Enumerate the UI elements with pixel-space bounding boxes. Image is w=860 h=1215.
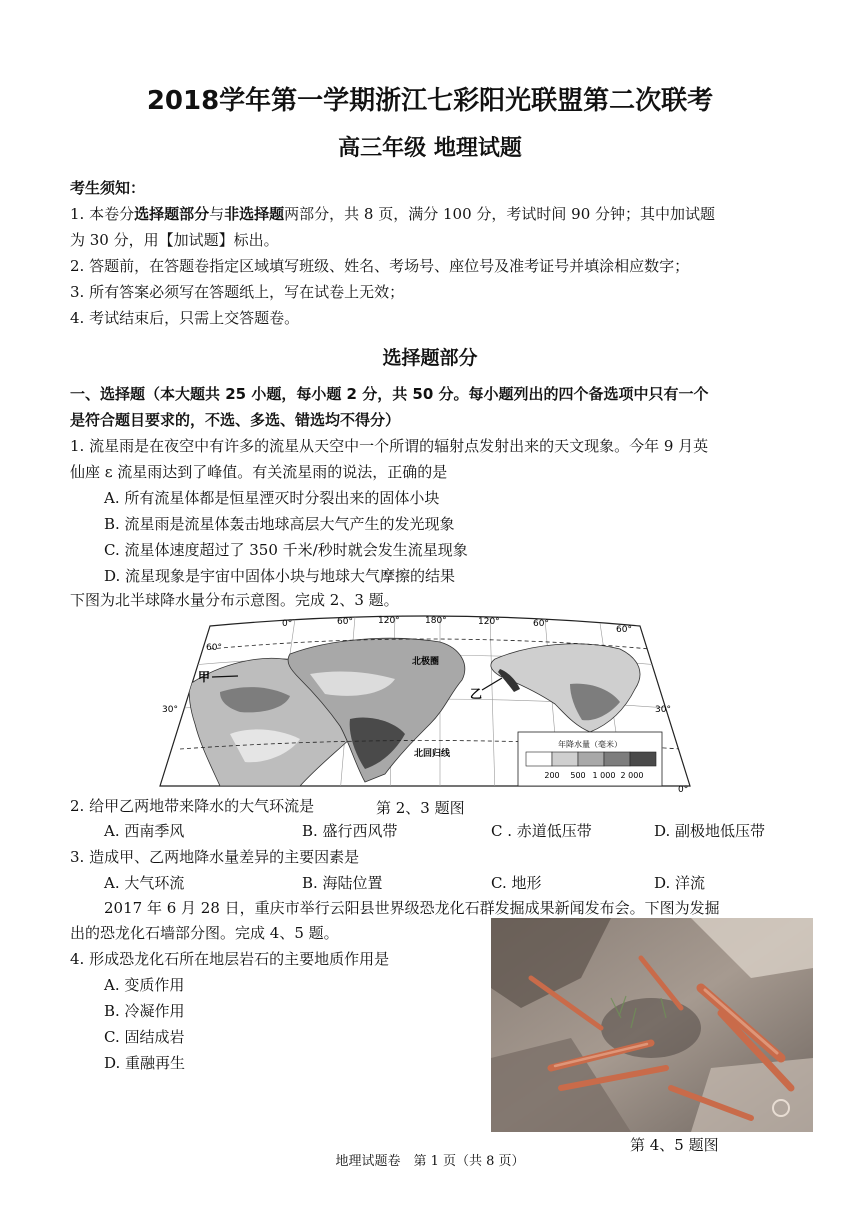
dinosaur-fossil-photo [491,918,813,1132]
q1-stem-2: 仙座 ε 流星雨达到了峰值。有关流星雨的说法，正确的是 [70,463,448,481]
page-footer: 地理试题卷 第 1 页（共 8 页） [335,1154,525,1169]
q4-option-a: A. 变质作用 [104,976,185,994]
notice-item-2: 2. 答题前，在答题卷指定区域填写班级、姓名、考场号、座位号及准考证号并填涂相应数字； [70,257,690,275]
notice-item-1-c: 与 [209,205,225,223]
lon-label-5: 120° [478,617,500,627]
legend-swatch-4 [604,752,630,766]
legend-title: 年降水量（毫米） [558,740,622,749]
lat-label-right-30: 30° [655,705,671,715]
notice-item-1-cont: 为 30 分，用【加试题】标出。 [70,231,279,249]
lat-label-left-60: 60° [206,643,222,653]
q2-option-c: C . 赤道低压带 [491,822,592,840]
q1-option-a: A. 所有流星体都是恒星湮灭时分裂出来的固体小块 [104,489,440,507]
tropic-label: 北回归线 [414,749,451,759]
section-title: 选择题部分 [382,347,478,369]
part1-heading-2: 是符合题目要求的，不选、多选、错选均不得分） [70,411,401,429]
map-legend [518,732,662,786]
q2-option-b: B. 盛行西风带 [302,822,398,840]
part1-heading-1: 一、选择题（本大题共 25 小题，每小题 2 分，共 50 分。每小题列出的四个备选项中只有一个 [70,385,709,403]
lat-label-left-30: 30° [162,705,178,715]
q3-option-a: A. 大气环流 [104,874,185,892]
fossil-photo-svg [491,918,813,1132]
legend-value-3: 1 000 [592,771,616,780]
notice-item-1 [70,204,792,224]
notice-item-1-b: 选择题部分 [134,205,210,223]
lon-label-2: 60° [337,617,353,627]
notice-item-4: 4. 考试结束后，只需上交答题卷。 [70,309,300,327]
map-label-jia: 甲 [198,670,211,684]
lon-label-1: 0° [282,619,293,629]
q4-stem: 4. 形成恐龙化石所在地层岩石的主要地质作用是 [70,950,390,968]
q3-option-d: D. 洋流 [654,874,706,892]
q4-option-d: D. 重融再生 [104,1054,186,1072]
q3-stem: 3. 造成甲、乙两地降水量差异的主要因素是 [70,848,360,866]
notice-item-1-d: 非选择题 [224,205,285,223]
photo-caption: 第 4、5 题图 [630,1136,719,1154]
legend-swatch-2 [552,752,578,766]
q2-option-a: A. 西南季风 [104,822,185,840]
q1-option-c: C. 流星体速度超过了 350 千米/秒时就会发生流星现象 [104,541,468,559]
legend-value-1: 200 [544,771,560,780]
precipitation-map-svg [150,614,700,797]
notice-heading: 考生须知： [70,179,146,197]
arctic-circle-label: 北极圈 [412,657,440,667]
notice-item-3: 3. 所有答案必须写在答题纸上，写在试卷上无效； [70,283,405,301]
q1-option-b: B. 流星雨是流星体轰击地球高层大气产生的发光现象 [104,515,455,533]
lon-label-4: 180° [425,616,447,626]
legend-swatch-5 [630,752,656,766]
page-title: 2018学年第一学期浙江七彩阳光联盟第二次联考 [146,86,714,116]
notice-item-1-e: 两部分，共 8 页，满分 100 分，考试时间 90 分钟；其中加试题 [284,205,716,223]
q2-stem: 2. 给甲乙两地带来降水的大气环流是 [70,797,315,815]
q1-option-d: D. 流星现象是宇宙中固体小块与地球大气摩擦的结果 [104,567,456,585]
legend-swatch-3 [578,752,604,766]
map-caption: 第 2、3 题图 [376,799,465,817]
legend-value-2: 500 [570,771,586,780]
map-intro: 下图为北半球降水量分布示意图。完成 2、3 题。 [70,591,399,609]
lat-label-right-60: 60° [616,625,632,635]
fossil-intro-2: 出的恐龙化石墙部分图。完成 4、5 题。 [70,924,339,942]
q3-option-b: B. 海陆位置 [302,874,383,892]
map-label-yi: 乙 [470,687,483,701]
legend-swatch-1 [526,752,552,766]
fossil-intro-1: 2017 年 6 月 28 日，重庆市举行云阳县世界级恐龙化石群发掘成果新闻发布会。下图为发掘 [104,899,720,917]
page-subtitle: 高三年级 地理试题 [338,136,522,161]
lon-label-6: 60° [533,619,549,629]
legend-value-4: 2 000 [620,771,644,780]
precipitation-map [150,614,700,797]
q1-stem-1: 1. 流星雨是在夜空中有许多的流星从天空中一个所谓的辐射点发射出来的天文现象。今年 9 月英 [70,437,709,455]
lat-label-right-0: 0° [678,785,689,795]
q4-option-c: C. 固结成岩 [104,1028,185,1046]
notice-item-1-a: 1. 本卷分 [70,205,135,223]
q3-option-c: C. 地形 [491,874,542,892]
q4-option-b: B. 冷凝作用 [104,1002,185,1020]
lon-label-3: 120° [378,616,400,626]
q2-option-d: D. 副极地低压带 [654,822,766,840]
